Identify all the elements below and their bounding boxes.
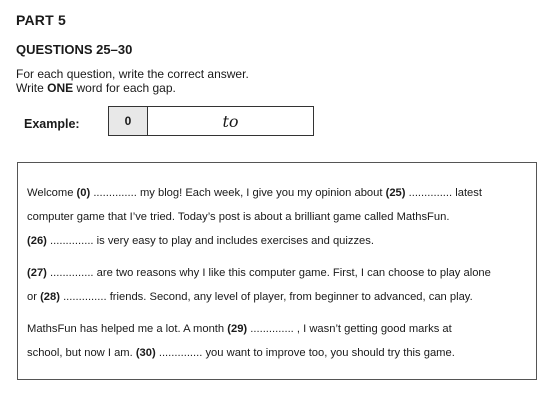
- passage-text: .............. , I wasn’t getting good marks at: [247, 323, 452, 335]
- instruction-line-2: [16, 81, 176, 95]
- passage-line: [27, 285, 526, 309]
- gap-number: (30): [135, 347, 156, 359]
- passage-line: [27, 229, 526, 253]
- instruction-line-1: For each question, write the correct answer.: [16, 67, 249, 81]
- example-label: Example:: [24, 117, 80, 131]
- passage-text: MathsFun has helped me a lot. A month: [27, 323, 228, 335]
- passage-text: .............. my blog! Each week, I give you my opinion about: [90, 187, 386, 199]
- instruction-emphasis: ONE: [47, 81, 74, 95]
- passage-text: .............. are two reasons why I like this computer game. First, I can choose to play alone: [46, 267, 491, 279]
- gap-number: (25): [385, 187, 406, 199]
- passage-text: .............. you want to improve too, you should try this game.: [155, 347, 455, 359]
- passage-line: [27, 181, 526, 205]
- passage-line: [27, 341, 526, 365]
- example-box: [108, 106, 314, 136]
- passage-paragraph: [27, 261, 526, 309]
- example-answer: to: [222, 111, 239, 131]
- passage-box: [17, 162, 537, 380]
- questions-range: QUESTIONS 25–30: [16, 42, 133, 57]
- part-title: PART 5: [16, 12, 66, 28]
- passage-text: .............. friends. Second, any level of player, from beginner to advanced, can play.: [59, 291, 473, 303]
- instruction-prefix: Write: [16, 81, 48, 95]
- passage-text: computer game that I’ve tried. Today’s post is about a brilliant game called MathsFun.: [27, 211, 450, 223]
- passage-text: school, but now I am.: [27, 347, 136, 359]
- passage-text: .............. is very easy to play and includes exercises and quizzes.: [46, 235, 374, 247]
- instruction-suffix: word for each gap.: [73, 81, 176, 95]
- gap-number: (0): [76, 187, 91, 199]
- example-number: 0: [109, 107, 148, 135]
- gap-number: (27): [27, 267, 47, 279]
- gap-number: (26): [27, 235, 47, 247]
- passage-line: [27, 261, 526, 285]
- passage-line: [27, 205, 526, 229]
- gap-number: (29): [227, 323, 248, 335]
- passage-paragraph: [27, 317, 526, 365]
- passage-text: or: [27, 291, 41, 303]
- passage-text: Welcome: [27, 187, 77, 199]
- passage-line: [27, 317, 526, 341]
- gap-number: (28): [40, 291, 60, 303]
- passage-text: .............. latest: [405, 187, 482, 199]
- passage-paragraph: [27, 181, 526, 253]
